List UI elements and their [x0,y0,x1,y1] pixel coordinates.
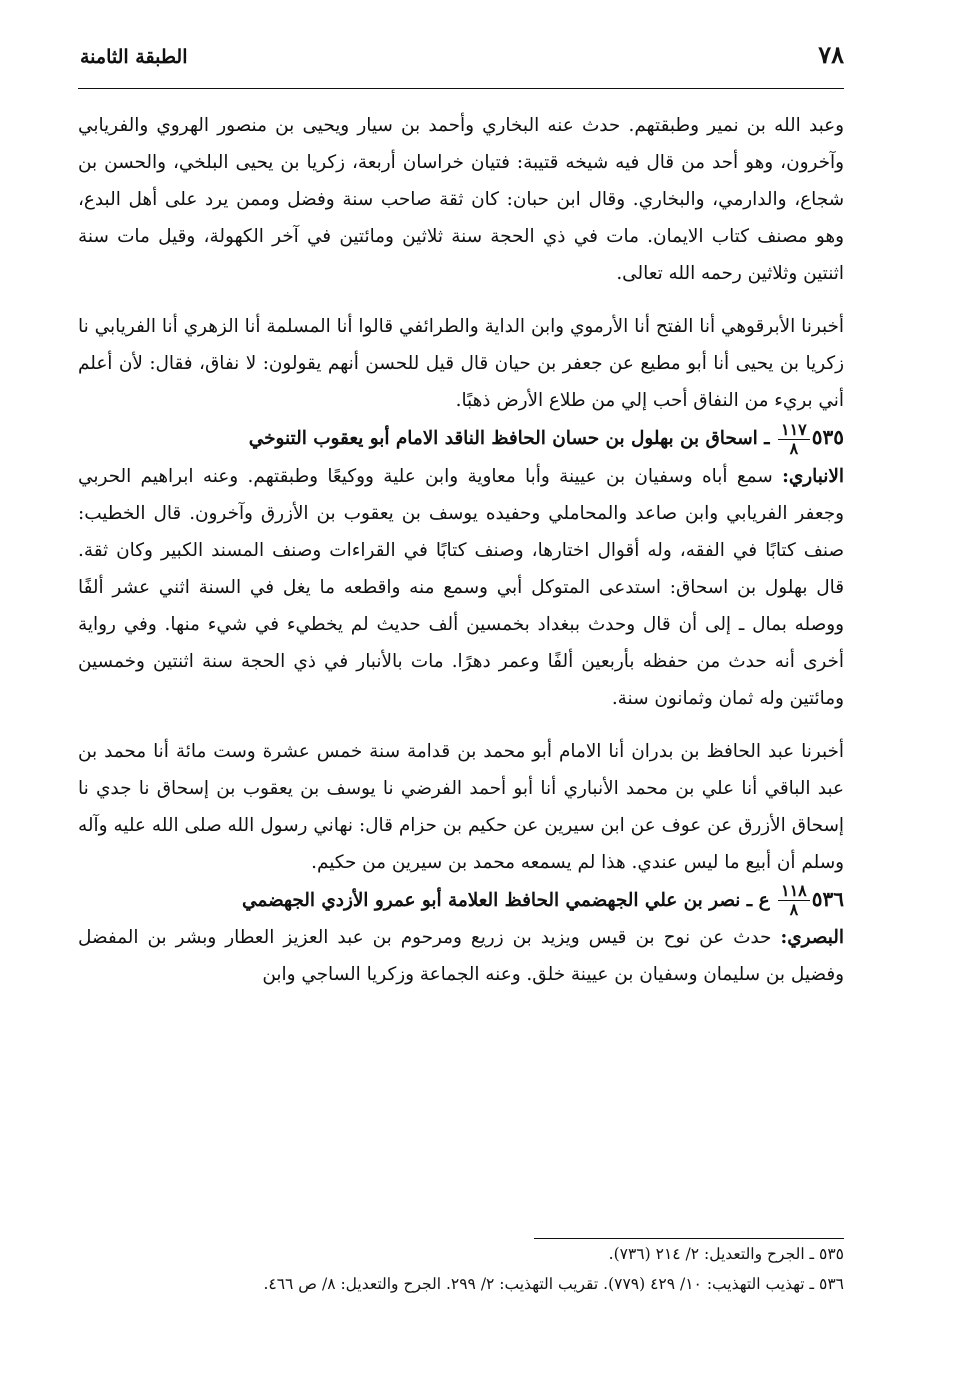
entry-536-title: ع ـ نصر بن علي الجهضمي الحافظ العلامة أبو عمرو الأزدي الجهضمي [241,889,770,911]
entry-536 [78,881,844,994]
body-text [78,107,844,993]
entry-535-fraction [778,421,810,458]
entry-536-number: ٥٣٦ [811,886,844,911]
entry-536-heading [78,881,844,920]
paragraph-isnad-1: أخبرنا الأبرقوهي أنا الفتح أنا الأرموي وابن الداية والطرائفي قالوا أنا المسلمة أنا الزهري أنا الفريابي نا زكريا بن يحيى أنا أبو مطيع عن جعفر بن حيان قال قيل للحسن أنهم يقولون: لا نفاق، فقال: لأن أعلم أني بريء من النفاق أحب إلي من طلاع الأرض ذهبًا. [78,316,844,411]
entry-536-nisba: البصري: [780,927,844,948]
entry-535-heading [78,419,844,458]
footnote-536: ٥٣٦ ـ تهذيب التهذيب: ١٠/ ٤٢٩ (٧٧٩). تقريب التهذيب: ٢/ ٢٩٩. الجرح والتعديل: ٨/ ص ٤٦٦. [263,1275,844,1293]
entry-535-number: ٥٣٥ [811,425,844,449]
entry-535-frac-bottom: ٨ [789,438,799,458]
footnotes [78,1238,844,1299]
entry-535-title: ـ اسحاق بن بهلول بن حسان الحافظ الناقد الامام أبو يعقوب التنوخي [248,428,770,449]
entry-535-frac-top: ١١٧ [778,421,810,440]
entry-536-text: حدث عن نوح بن قيس ويزيد بن زريع ومرحوم بن عبد العزيز العطار وبشر بن المفضل وفضيل بن سليمان وسفيان بن عيينة خلق. وعنه الجماعة وزكريا الساجي وابن [78,927,844,985]
section-title: الطبقة الثامنة [80,46,188,68]
entry-535-text: سمع أباه وسفيان بن عيينة وأبا معاوية وابن علية ووكيعًا وطبقتهم. وعنه ابراهيم الحربي وجعفر الفريابي وابن صاعد والمحاملي وحفيده يوسف بن يعقوب بن الأزرق وآخرون. قال الخطيب: صنف كتابًا في الفقه، وله أقوال اختارها، وصنف كتابًا في القراءات وصنف المسند الكبير وكان ثقة. قال بهلول بن اسحاق: استدعى المتوكل أبي وسمع منه واقطعه ما يغل في السنة اثني عشر ألفًا ووصله بمال ـ إلى أن قال وحدث ببغداد بخمسين ألف حديث لم يخطيء في شيء منها. وفي رواية أخرى أنه حدث من حفظه بأربعين ألفًا وعمر دهرًا. مات بالأنبار في ذي الحجة سنة اثنتين وخمسين ومائتين وله ثمان وثمانون سنة. [78,465,844,709]
running-header [78,40,844,89]
entry-536-frac-top: ١١٨ [778,882,810,901]
entry-536-frac-bottom: ٨ [789,900,799,919]
footnote-535: ٥٣٥ ـ الجرح والتعديل: ٢/ ٢١٤ (٧٣٦). [608,1245,844,1263]
entry-536-fraction [778,882,810,919]
paragraph-continuation: وعبد الله بن نمير وطبقتهم. حدث عنه البخاري وأحمد بن سيار ويحيى بن منصور الهروي والفريابي وآخرون، وهو أحد من قال فيه شيخه قتيبة: فتيان خراسان أربعة، زكريا بن يحيى البلخي، والحسن بن شجاع، والدارمي، والبخاري. وقال ابن حبان: كان ثقة صاحب سنة وفضل وممن يرد على أهل البدع، وهو مصنف كتاب الايمان. مات في ذي الحجة سنة ثلاثين ومائتين في آخر الكهولة، وقيل مات سنة اثنتين وثلاثين رحمه الله تعالى. [78,115,844,284]
entry-535 [78,419,844,717]
paragraph-isnad-2: أخبرنا عبد الحافظ بن بدران أنا الامام أبو محمد بن قدامة سنة خمس عشرة وست مائة أنا محمد بن عبد الباقي أنا علي بن محمد الأنباري أنا أبو أحمد الفرضي نا يوسف بن يعقوب بن إسحاق نا جدي نا إسحاق الأزرق عن عوف عن ابن سيرين عن حكيم بن حزام قال: نهاني رسول الله صلى الله عليه وآله وسلم أن أبيع ما ليس عندي. هذا لم يسمعه محمد بن سيرين من حكيم. [78,740,844,873]
page [78,40,844,993]
page-number: ٧٨ [818,40,844,69]
entry-535-nisba: الانباري: [782,465,844,487]
